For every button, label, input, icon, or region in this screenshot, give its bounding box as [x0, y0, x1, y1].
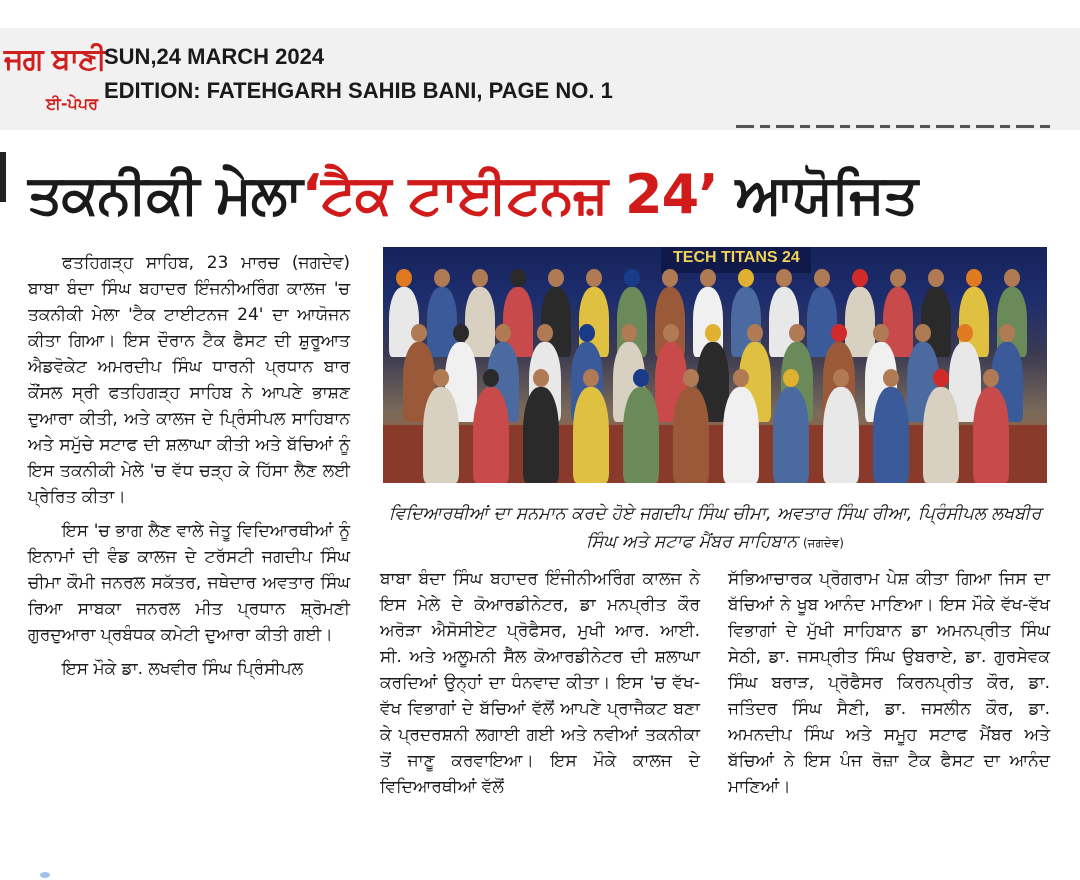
person — [823, 387, 859, 483]
photo-banner-text: TECH TITANS 24 — [673, 249, 800, 266]
person-head — [548, 269, 564, 287]
left-edge-mark — [0, 152, 6, 202]
person — [623, 387, 659, 483]
article-column-3 — [728, 566, 1050, 800]
person-head — [537, 324, 553, 342]
person — [973, 387, 1009, 483]
person-head — [999, 324, 1015, 342]
caption-credit: (ਜਗਦੇਵ) — [802, 536, 844, 550]
person — [673, 387, 709, 483]
person-head — [966, 269, 982, 287]
person-head — [1004, 269, 1020, 287]
page-bottom — [0, 870, 1080, 880]
person-head — [624, 269, 640, 287]
article-column-2 — [380, 566, 700, 800]
person-head — [852, 269, 868, 287]
person — [523, 387, 559, 483]
person-head — [583, 369, 599, 387]
headline-part-3: ਆਯੋਜਿਤ — [717, 163, 918, 226]
photo-banner — [661, 247, 811, 273]
jagbani-logo[interactable] — [4, 42, 106, 122]
person — [473, 387, 509, 483]
person-head — [890, 269, 906, 287]
caption-text: ਵਿਦਿਆਰਥੀਆਂ ਦਾ ਸਨਮਾਨ ਕਰਦੇ ਹੋਏ ਜਗਦੀਪ ਸਿੰਘ ਚੀਮਾ, ਅਵਤਾਰ ਸਿੰਘ ਰੀਆ, ਪ੍ਰਿੰਸੀਪਲ ਲਖਬੀਰ ਸਿੰਘ ਅਤੇ ਸਟਾਫ ਮੈਂਬਰ ਸਾਹਿਬਾਨ — [388, 504, 1042, 552]
person-head — [873, 324, 889, 342]
photo-caption — [383, 500, 1047, 557]
person-head — [533, 369, 549, 387]
article-photo[interactable] — [383, 247, 1047, 483]
article-column-1 — [28, 250, 350, 682]
person-head — [663, 324, 679, 342]
person-head — [579, 324, 595, 342]
edition-info: EDITION: FATEHGARH SAHIB BANI, PAGE NO. 1 — [104, 78, 613, 103]
person-head — [633, 369, 649, 387]
person-head — [928, 269, 944, 287]
logo-title: ਜਗ ਬਾਣੀ — [4, 42, 106, 77]
person-head — [510, 269, 526, 287]
person — [923, 387, 959, 483]
person-head — [483, 369, 499, 387]
person-head — [783, 369, 799, 387]
person-head — [700, 269, 716, 287]
paragraph: ਇਸ 'ਚ ਭਾਗ ਲੈਣ ਵਾਲੇ ਜੇਤੂ ਵਿਦਿਆਰਥੀਆਂ ਨੂੰ ਇਨਾਮਾਂ ਦੀ ਵੰਡ ਕਾਲਜ ਦੇ ਟਰੱਸਟੀ ਜਗਦੀਪ ਸਿੰਘ ਚੀਮਾ ਕੌਮੀ ਜਨਰਲ ਸਕੱਤਰ, ਜਥੇਦਾਰ ਅਵਤਾਰ ਸਿੰਘ ਰਿਆ ਸਾਬਕਾ ਜਨਰਲ ਮੀਤ ਪ੍ਰਧਾਨ ਸ਼੍ਰੋਮਣੀ ਗੁਰਦੁਆਰਾ ਪ੍ਰਬੰਧਕ ਕਮੇਟੀ ਦੁਆਰਾ ਕੀਤੀ ਗਈ। — [28, 521, 350, 645]
person-head — [586, 269, 602, 287]
person-head — [983, 369, 999, 387]
paragraph: ਬਾਬਾ ਬੰਦਾ ਸਿੰਘ ਬਹਾਦਰ ਇੰਜੀਨੀਅਰਿੰਗ ਕਾਲਜ ਨੇ ਇਸ ਮੇਲੇ ਦੇ ਕੋਆਰਡੀਨੇਟਰ, ਡਾ ਮਨਪ੍ਰੀਤ ਕੌਰ ਅਰੋੜਾ ਐਸੋਸੀਏਟ ਪ੍ਰੋਫੈਸਰ, ਮੁਖੀ ਆਰ. ਆਈ. ਸੀ. ਅਤੇ ਅਲੂਮਨੀ ਸੈੱਲ ਕੋਆਰਡੀਨੇਟਰ ਦੀ ਸ਼ਲਾਘਾ ਕਰਦਿਆਂ ਉਨ੍ਹਾਂ ਦਾ ਧੰਨਵਾਦ ਕੀਤਾ। ਇਸ 'ਚ ਵੱਖ-ਵੱਖ ਵਿਭਾਗਾਂ ਦੇ ਬੱਚਿਆਂ ਵੱਲੋਂ ਆਪਣੇ ਪ੍ਰਾਜੈਕਟ ਬਣਾ ਕੇ ਪ੍ਰਦਰਸ਼ਨੀ ਲਗਾਈ ਗਈ ਅਤੇ ਨਵੀਆਂ ਤਕਨੀਕਾ ਤੋਂ ਜਾਣੂ ਕਰਵਾਇਆ। ਇਸ ਮੌਕੇ ਕਾਲਜ ਦੇ ਵਿਦਿਆਰਥੀਆਂ ਵੱਲੋਂ — [380, 569, 700, 797]
person-head — [411, 324, 427, 342]
person-head — [738, 269, 754, 287]
headline-event-name: ‘ਟੈਕ ਟਾਈਟਨਜ਼ 24’ — [301, 163, 718, 226]
person-head — [776, 269, 792, 287]
person-head — [434, 269, 450, 287]
person-head — [814, 269, 830, 287]
person — [423, 387, 459, 483]
person-head — [789, 324, 805, 342]
person-head — [733, 369, 749, 387]
paragraph: ਸੱਭਿਆਚਾਰਕ ਪ੍ਰੋਗਰਾਮ ਪੇਸ਼ ਕੀਤਾ ਗਿਆ ਜਿਸ ਦਾ ਬੱਚਿਆਂ ਨੇ ਖੂਬ ਆਨੰਦ ਮਾਣਿਆ। ਇਸ ਮੌਕੇ ਵੱਖ-ਵੱਖ ਵਿਭਾਗਾਂ ਦੇ ਮੁੱਖੀ ਸਾਹਿਬਾਨ ਡਾ ਅਮਨਪ੍ਰੀਤ ਸਿੰਘ ਸੇਠੀ, ਡਾ. ਜਸਪ੍ਰੀਤ ਸਿੰਘ ਉਬਰਾਏ, ਡਾ. ਗੁਰਸੇਵਕ ਸਿੰਘ ਬਰਾੜ, ਪ੍ਰੋਫੈਸਰ ਕਿਰਨਪ੍ਰੀਤ ਕੌਰ, ਡਾ. ਜਤਿੰਦਰ ਸਿੰਘ ਸੈਣੀ, ਡਾ. ਜਸਲੀਨ ਕੌਰ, ਡਾ. ਅਮਨਦੀਪ ਸਿੰਘ ਅਤੇ ਸਮੂਹ ਸਟਾਫ ਮੈਂਬਰ ਅਤੇ ਬੱਚਿਆਂ ਨੇ ਇਸ ਪੰਜ ਰੋਜ਼ਾ ਟੈਕ ਫੈਸਟ ਦਾ ਆਨੰਦ ਮਾਣਿਆਂ। — [728, 569, 1050, 797]
article-headline — [28, 150, 1058, 240]
person-head — [453, 324, 469, 342]
logo-subtitle: ਈ-ਪੇਪਰ — [46, 94, 99, 113]
person-head — [833, 369, 849, 387]
person-head — [396, 269, 412, 287]
person-head — [883, 369, 899, 387]
person — [873, 387, 909, 483]
person-head — [662, 269, 678, 287]
edition-date: SUN,24 MARCH 2024 — [104, 44, 325, 69]
person-head — [915, 324, 931, 342]
person-head — [705, 324, 721, 342]
person — [723, 387, 759, 483]
cropped-text-line — [736, 122, 1056, 130]
paragraph: ਫਤਹਿਗੜ੍ਹ ਸਾਹਿਬ, 23 ਮਾਰਚ (ਜਗਦੇਵ) ਬਾਬਾ ਬੰਦਾ ਸਿੰਘ ਬਹਾਦਰ ਇੰਜਨੀਅਰਿੰਗ ਕਾਲਜ 'ਚ ਤਕਨੀਕੀ ਮੇਲਾ 'ਟੈਕ ਟਾਈਟਨਜ 24' ਦਾ ਆਯੋਜਨ ਕੀਤਾ ਗਿਆ। ਇਸ ਦੌਰਾਨ ਟੈਕ ਫੈਸਟ ਦੀ ਸ਼ੁਰੂਆਤ ਐਡਵੋਕੇਟ ਅਮਰਦੀਪ ਸਿੰਘ ਧਾਰਨੀ ਪ੍ਰਧਾਨ ਬਾਰ ਕੌਂਸਲ ਸ੍ਰੀ ਫਤਹਿਗੜ੍ਹ ਸਾਹਿਬ ਨੇ ਆਪਣੇ ਭਾਸ਼ਣ ਦੁਆਰਾ ਕੀਤੀ, ਅਤੇ ਕਾਲਜ ਦੇ ਪ੍ਰਿੰਸੀਪਲ ਸਾਹਿਬਾਨ ਅਤੇ ਸਮੁੱਚੇ ਸਟਾਫ ਦੀ ਸ਼ਲਾਘਾ ਕੀਤੀ ਅਤੇ ਬੱਚਿਆਂ ਨੂੰ ਇਸ ਤਕਨੀਕੀ ਮੇਲੇ 'ਚ ਵੱਧ ਚੜ੍ਹ ਕੇ ਹਿੱਸਾ ਲੈਣ ਲਈ ਪ੍ਰੇਰਿਤ ਕੀਤਾ। — [28, 253, 350, 507]
person-head — [831, 324, 847, 342]
paragraph: ਇਸ ਮੌਕੇ ਡਾ. ਲਖਵੀਰ ਸਿੰਘ ਪ੍ਰਿੰਸੀਪਲ — [62, 659, 304, 679]
person-head — [747, 324, 763, 342]
person-head — [433, 369, 449, 387]
person — [573, 387, 609, 483]
person-head — [621, 324, 637, 342]
person-head — [683, 369, 699, 387]
top-strip — [0, 0, 1080, 28]
person-head — [957, 324, 973, 342]
scroll-indicator — [40, 872, 50, 878]
headline-part-1: ਤਕਨੀਕੀ ਮੇਲਾ — [28, 163, 302, 226]
person — [773, 387, 809, 483]
person-head — [472, 269, 488, 287]
person — [845, 287, 875, 357]
person-head — [495, 324, 511, 342]
person-head — [933, 369, 949, 387]
